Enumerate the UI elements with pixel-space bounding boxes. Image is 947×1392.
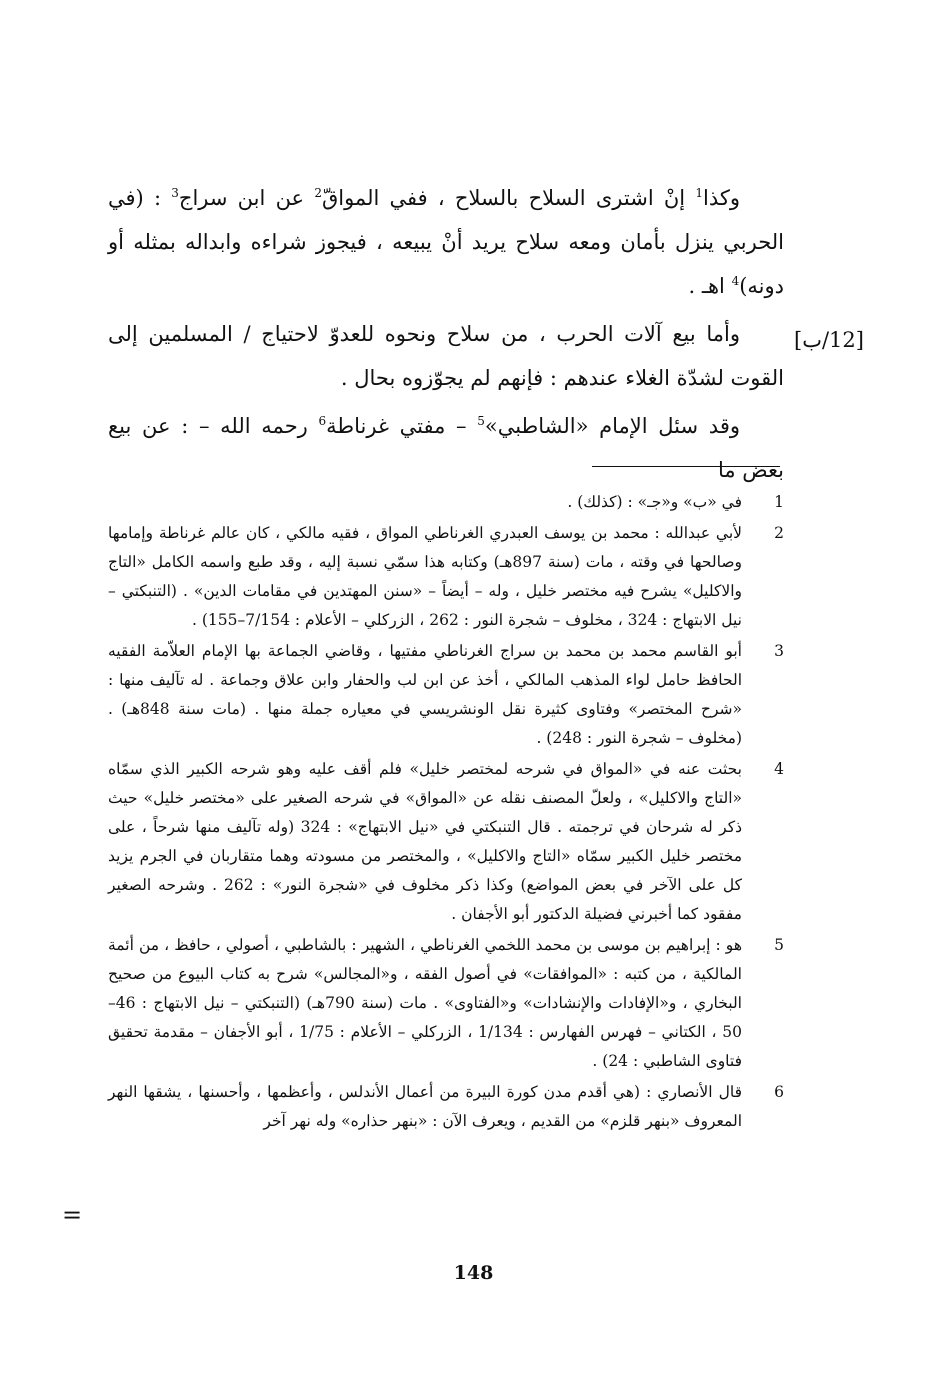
footnote-6 [108, 1078, 784, 1136]
footnote-text: لأبي عبدالله : محمد بن يوسف العبدري الغرناطي المواق ، فقيه مالكي ، كان عالم غرناطة وإمامها وصالحها في وقته ، مات (سنة 897هـ) وكتابه هذا سمّي نسبة إليه ، وقد طبع واسمه الكامل «التاج والاكليل» يشرح فيه مختصر خليل ، وله – أيضاً – «سنن المهتدين في مقامات الدين» . (التنبكتي – نيل الابتهاج : 324 ، مخلوف – شجرة النور : 262 ، الزركلي – الأعلام : 7/154–155) . [108, 524, 742, 629]
text-run: إنْ اشترى السلاح بالسلاح ، ففي المواقّ [321, 186, 696, 210]
footnote-ref-3[interactable]: 3 [171, 186, 179, 200]
footnote-number: 6 [774, 1083, 784, 1101]
text-run: : (في الحربي ينزل بأمان ومعه سلاح يريد أنْ يبيعه ، فيجوز شراءه وابداله بمثله أو دونه) [108, 186, 784, 298]
footnote-5 [108, 931, 784, 1076]
main-paragraph-3 [108, 404, 784, 492]
footnote-number: 2 [774, 524, 784, 542]
footnote-number: 3 [774, 642, 784, 660]
text-run: عن ابن سراج [178, 186, 315, 210]
text-run: اهـ . [688, 274, 732, 298]
footnote-2 [108, 519, 784, 635]
page-number: 148 [453, 1262, 494, 1284]
main-text [108, 176, 784, 492]
footnote-number: 4 [774, 760, 784, 778]
text-run: وقد سئل الإمام «الشاطبي» [484, 414, 741, 438]
continuation-mark: = [61, 1201, 83, 1229]
footnote-ref-6[interactable]: 6 [318, 414, 327, 428]
text-run: وكذا [703, 186, 740, 210]
footnote-text: هو : إبراهيم بن موسى بن محمد اللخمي الغرناطي ، الشهير : بالشاطبي ، أصولي ، حافظ ، من أئمة المالكية ، من كتبه : «الموافقات» في أصول الفقه ، و«المجالس» شرح به كتاب البيوع من صحيح البخاري ، و«الإفادات والإنشادات» و«الفتاوى» . مات (سنة 790هـ) (التنبكتي – نيل الابتهاج : 46–50 ، الكتاني – فهرس الفهارس : 1/134 ، الزركلي – الأعلام : 1/75 ، أبو الأجفان – مقدمة تحقيق فتاوى الشاطبي : 24) . [108, 936, 742, 1070]
footnote-number: 1 [774, 493, 784, 511]
footnote-ref-4[interactable]: 4 [731, 274, 740, 288]
footnote-3 [108, 637, 784, 753]
footnote-4 [108, 755, 784, 929]
footnote-text: قال الأنصاري : (هي أقدم مدن كورة البيرة من أعمال الأندلس ، وأعظمها ، وأحسنها ، يشقها النهر المعروف «بنهر قلزم» من القديم ، ويعرف الآن : «بنهر حذاره» وله نهر آخر [108, 1083, 742, 1130]
footnote-divider [592, 466, 780, 467]
text-run: – مفتي غرناطة [326, 414, 478, 438]
footnote-1 [108, 488, 784, 517]
footnotes-section [108, 488, 784, 1138]
manuscript-folio-marker: [12/ب] [794, 328, 864, 352]
footnote-ref-5[interactable]: 5 [477, 414, 485, 428]
text-run: رحمه الله – : عن بيع بعض ما [108, 414, 784, 482]
footnote-number: 5 [774, 936, 784, 954]
footnote-text: في «ب» و«جـ» : (كذلك) . [567, 493, 742, 511]
footnote-text: أبو القاسم محمد بن محمد بن سراج الغرناطي مفتيها ، وقاضي الجماعة بها الإمام العلاّمة الفقيه الحافظ حامل لواء المذهب المالكي ، أخذ عن ابن لب والحفار وابن علاق وجماعة . له تآليف منها : «شرح المختصر» وفتاوى كثيرة نقل الونشريسي في معياره جملة منها . (مات سنة 848هـ) . (مخلوف – شجرة النور : 248) . [108, 642, 742, 747]
footnote-ref-2[interactable]: 2 [314, 186, 322, 200]
footnote-ref-1[interactable]: 1 [695, 186, 703, 200]
main-paragraph-2: وأما بيع آلات الحرب ، من سلاح ونحوه للعدوّ لاحتياج / المسلمين إلى القوت لشدّة الغلاء عندهم : فإنهم لم يجوّزوه بحال . [108, 322, 784, 390]
footnote-text: بحثت عنه في «المواق في شرحه لمختصر خليل» فلم أقف عليه وهو شرحه الكبير الذي سمّاه «التاج والاكليل» ، ولعلّ المصنف نقله عن «المواق» في شرحه الصغير على «مختصر خليل» حيث ذكر له شرحان في ترجمته . قال التنبكتي في «نيل الابتهاج» : 324 (وله تآليف منها شرحاً ، على مختصر خليل الكبير سمّاه «التاج والاكليل» ، والمختصر من مسودته وهما متقاربان في الجرم يزيد كل على الآخر في بعض المواضع) وكذا ذكر مخلوف في «شجرة النور» : 262 . وشرحه الصغير مفقود كما أخبرني فضيلة الدكتور أبو الأجفان . [108, 760, 742, 923]
main-paragraph-1 [108, 176, 784, 308]
